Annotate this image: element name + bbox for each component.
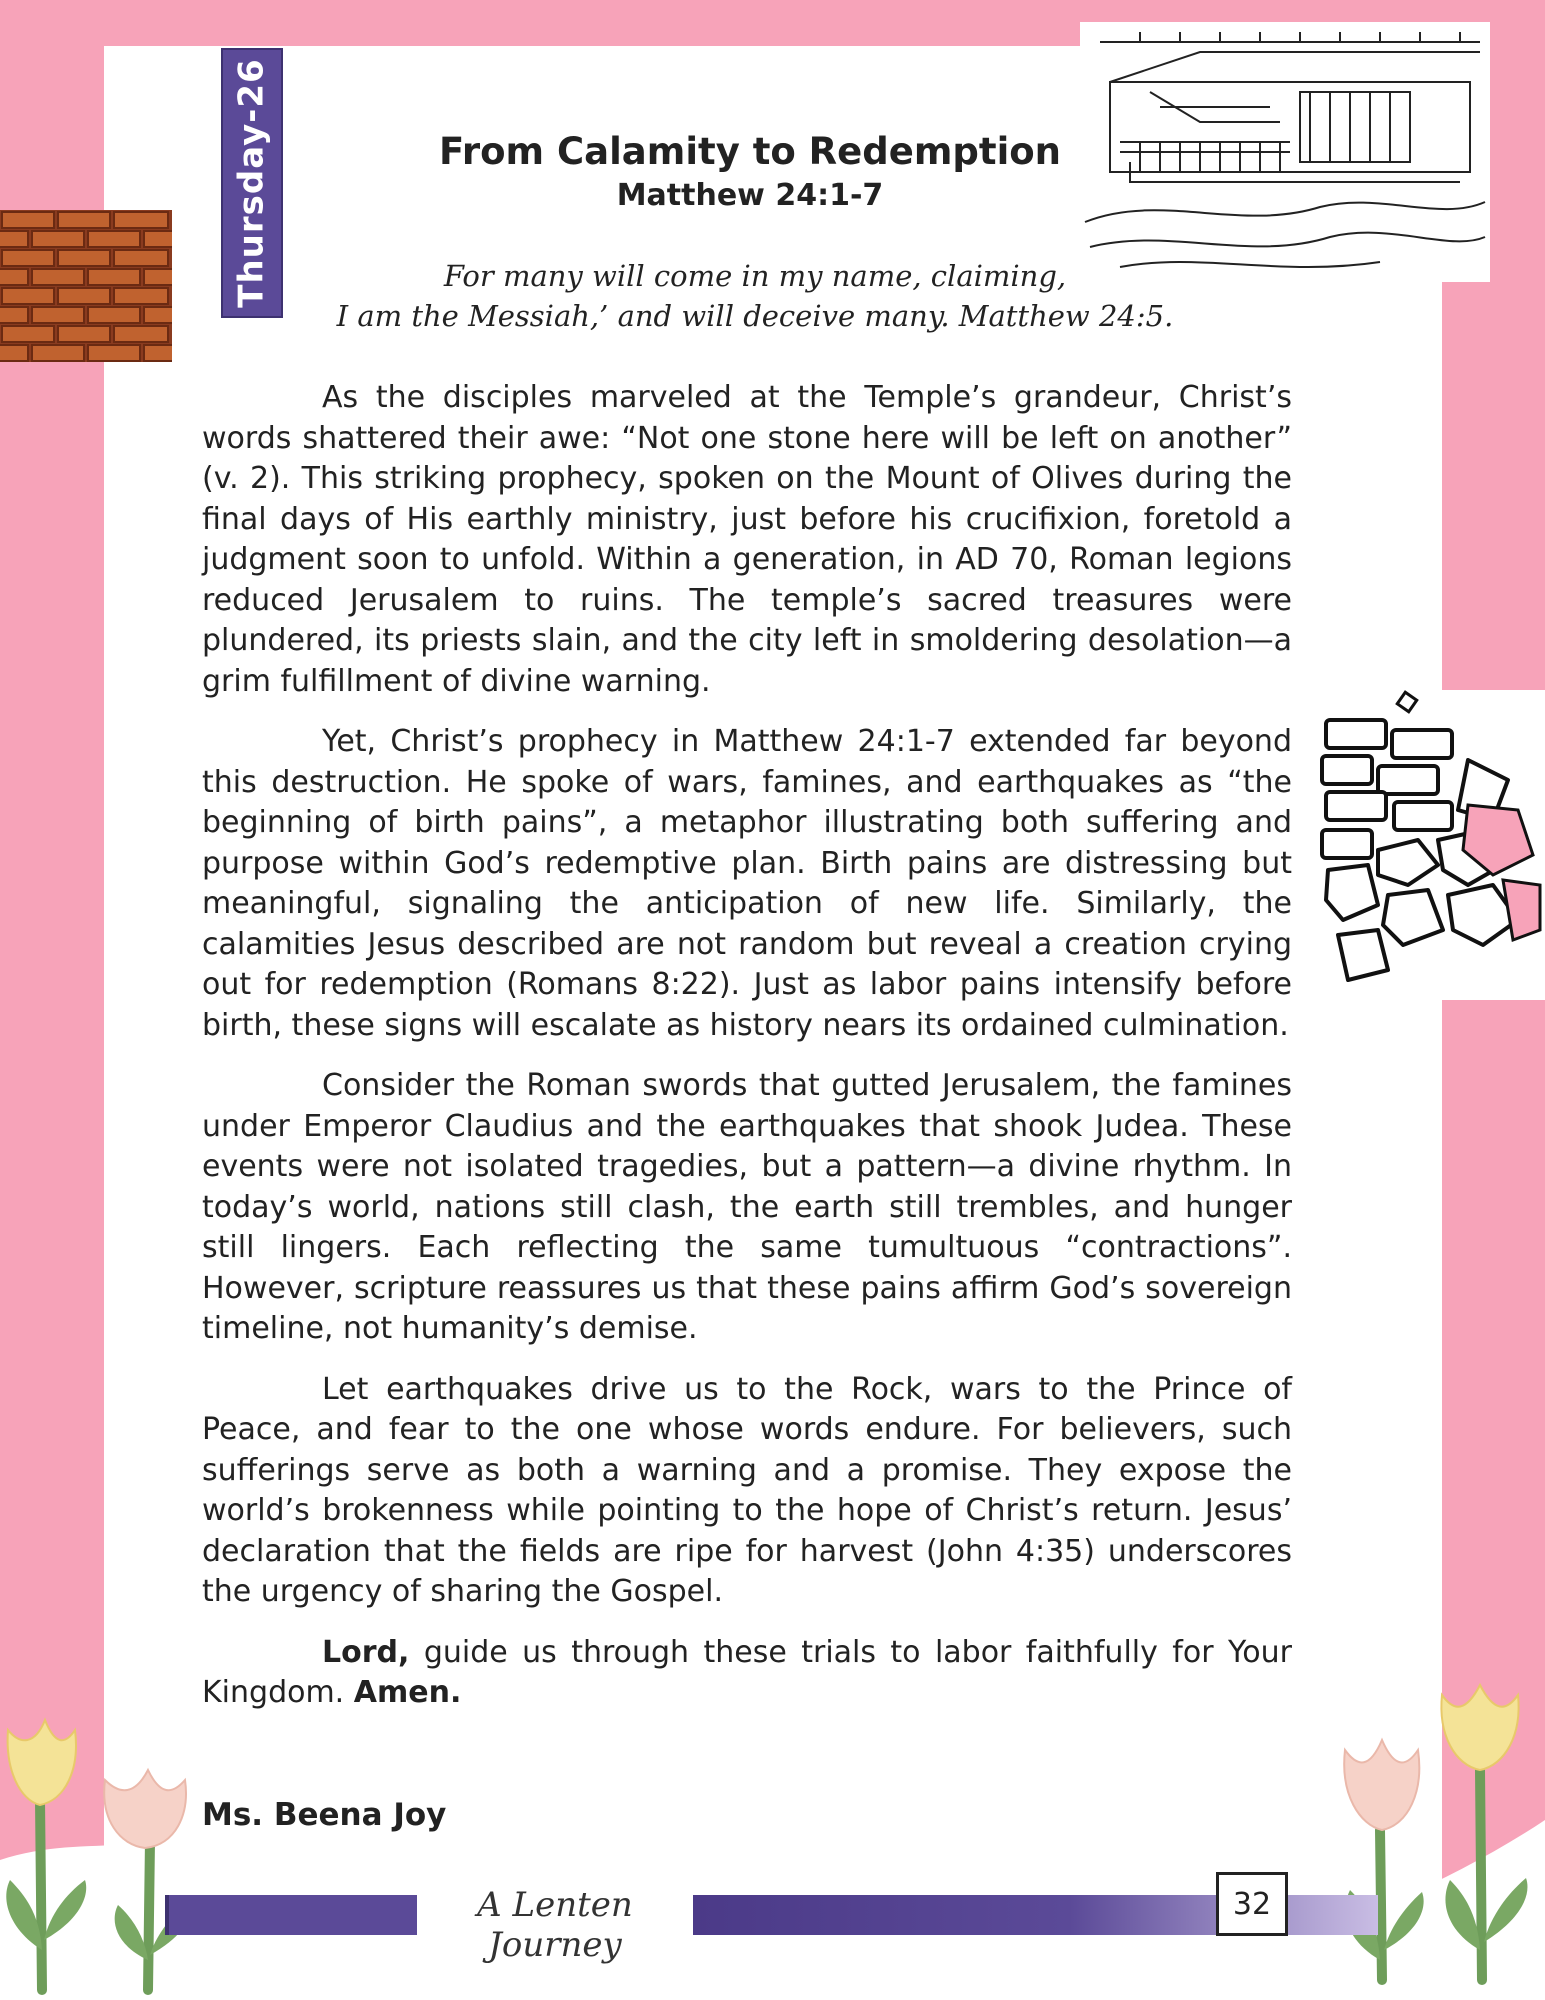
key-verse-line: I am the Messiah,’ and will deceive many. Matthew 24:5. (336, 299, 1174, 333)
key-verse (330, 256, 1180, 336)
brick-wall-illustration (0, 210, 172, 362)
temple-sketch-illustration (1080, 22, 1490, 282)
body-paragraph: Yet, Christ’s prophecy in Matthew 24:1-7 extended far beyond this destruction. He spoke of wars, famines, and earthquakes as “the beginning of birth pains”, a metaphor illustrating both suffering and purpose within God’s redemptive plan. Birth pains are distressing but meaningful, signaling the anticipation of new life. Similarly, the calamities Jesus described are not random but reveal a creation crying out for redemption (Romans 8:22). Just as labor pains intensify before birth, these signs will escalate as history nears its ordained culmination. (202, 724, 1292, 1043)
tulip-flowers-illustration (1300, 1680, 1545, 2000)
key-verse-line: For many will come in my name, claiming, (443, 259, 1067, 293)
body-paragraph: As the disciples marveled at the Temple’s grandeur, Christ’s words shattered their awe: “Not one stone here will be left on another” (v. 2). This striking prophecy, spoken on the Mount of Olives during the final days of His earthly ministry, just before his crucifixion, foretold a judgment soon to unfold. Within a generation, in AD 70, Roman legions reduced Jerusalem to ruins. The temple’s sacred treasures were plundered, its priests slain, and the city left in smoldering desolation—a grim fulfillment of divine warning. (202, 380, 1292, 699)
prayer-paragraph (202, 1633, 1292, 1714)
rubble-stones-illustration (1318, 690, 1545, 1000)
body-paragraph: Let earthquakes drive us to the Rock, wars to the Prince of Peace, and fear to the one whose words endure. For believers, such sufferings serve as both a warning and a promise. They expose the world’s brokenness while pointing to the hope of Christ’s return. Jesus’ declaration that the fields are ripe for harvest (John 4:35) underscores the urgency of sharing the Gospel. (202, 1371, 1292, 1609)
prayer-text: guide us through these trials to labor faithfully for Your Kingdom. (202, 1634, 1292, 1710)
day-tab-label: Thursday-26 (232, 58, 272, 308)
footer-label: A Lenten Journey (477, 1885, 633, 1965)
footer-bar (165, 1895, 417, 1935)
prayer-lead: Lord, (322, 1634, 410, 1670)
scripture-reference: Matthew 24:1-7 (616, 178, 884, 213)
devotional-body (202, 378, 1292, 1734)
body-paragraph: Consider the Roman swords that gutted Jerusalem, the famines under Emperor Claudius and the earthquakes that shook Judea. These events were not isolated tragedies, but a pattern—a divine rhythm. In today’s world, nations still clash, the earth still trembles, and hunger still lingers. Each reflecting the same tumultuous “contractions”. However, scripture reassures us that these pains affirm God’s sovereign timeline, not humanity’s demise. (202, 1068, 1292, 1346)
tulip-flowers-illustration (0, 1690, 230, 2000)
author-name: Ms. Beena Joy (202, 1797, 447, 1833)
day-tab (221, 48, 283, 318)
page-number: 32 (1216, 1872, 1288, 1936)
prayer-close: Amen. (353, 1675, 462, 1710)
page-title: From Calamity to Redemption (438, 130, 1062, 173)
